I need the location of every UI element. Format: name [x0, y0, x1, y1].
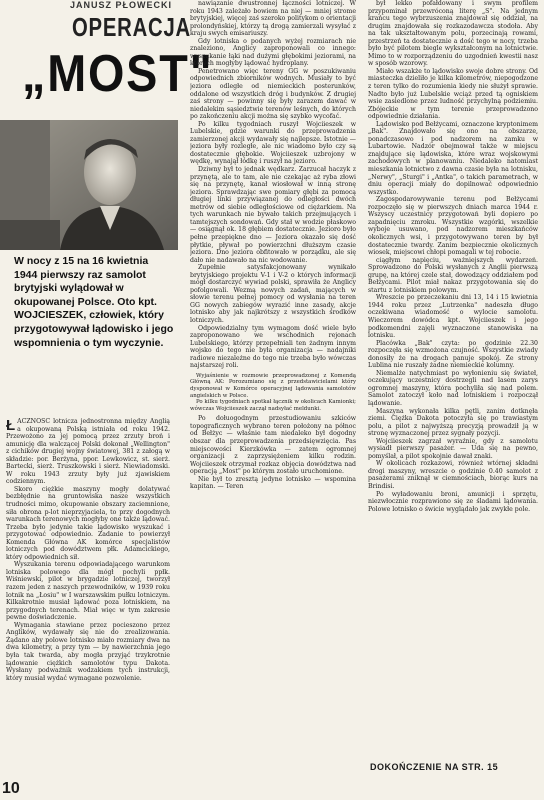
article-photo: [0, 120, 178, 250]
lead-paragraph: W nocy z 15 na 16 kwietnia 1944 pierwszy raz samolot brytyjski wylądował w okupowanej Polsce. Oto kpt. WOJCIESZEK, człowiek, który przygotowywał lądowisko i jego wspomnienia o tym wyczynie.: [14, 255, 174, 349]
headline: „MOST": [22, 45, 214, 103]
footnote: Wyjaśnienie w rozmowie przeprowadzonej z Komendą Główną AK: Porozumiano się z przedstawicielami który dysponował w Komórce operacyjnej lądowania samolotów angielskich w Polsce.: [190, 372, 356, 399]
paragraph: Wyszukania terenu odpowiadającego warunkom lotniska polowego dla mógł pochyli ppłk. Wiśniewski, pilot w brygadzie lotniczej, tworzył razem jeden z naszych przewodników, w 1939 roku lotnik na „Łosiu" w I warszawskim pułku lotniczym. Kilkakrotnie musiał lądować poza lotniskiem, na przygodnych terenach. Miał więc w tym zakresie pewne doświadczenie.: [6, 561, 170, 622]
paragraph: był lekko pofałdowany i swym profilem przypominał przewróconą literę „S". Na jednym krańcu tego wybrzuszenia znajdował się oddział, na drugim znajdowała się rozkazodawcza stodoła. Aby na tak ukształtowanym polu, porzecinają rowami, przestrzeń ta dostatecznie a dość tego w nocy, trzeba było być pilotem biegle wykształconym na lotnictwie. Mimo to w rozporządzeniu do uzgodnień kwestii nasz w sposób wzorowy.: [368, 0, 538, 68]
paragraph: Nie był to zresztą jedyne lotnisko — wspomina kapitan. — Teren: [190, 475, 356, 491]
text-column-2: [190, 0, 356, 782]
drop-cap: Ł: [6, 418, 16, 434]
text-column-3: [368, 0, 538, 758]
footnote: Po kilku tygodniach spotkał łącznik w okolicach Kamionki; wówczas Wojciieszek zaczął nadsyłać meldunki.: [190, 399, 356, 412]
paragraph: W okolicach rozkazowi, również wtórnej składni drogi maszyny, wreszcie o godzinie 0.40 samolot z pasażerami zniknął w ciemnościach, biorąc kurs na Brindisi.: [368, 460, 538, 490]
text-column-1: [6, 418, 170, 782]
paragraph: Maszyna wykonała kilka pętli, zanim dotknęła ziemi. Ciężka Dakota potoczyła się po trawiastym polu, a pilot z najwyższą precyzją prowadził ją w stronę wyznaczonej przez sygnały pozycji.: [368, 407, 538, 438]
paragraph: Zagospodarowywanie terenu pod Bełżycami rozpoczęło się w pierwszych dniach marca 1944 r. Wszyscy uczestnicy przygotowań byli dopiero po zapadnięciu zmroku. Wszystkie wzgórki, wszelkie wyboje usuwano, pod nadzorem mieszkańców okolicznych wsi, i przygotowywano teren by był dostatecznie twardy. Zanim bezpiecznie okolicznych wiosek, miejscowi chłopi pomagali w tej robocie.: [368, 196, 538, 257]
paragraph: Wojciieszek zagrzał wyraźnie, gdy z samolotu wysiadł pierwszy pasażer. — Uda się na pewno, pomyślał, a pilot spokojnie dawał znaki.: [368, 437, 538, 460]
paragraph: Zupełnie satysfakcjonowany wynikało brytyjskiego projektu V-1 i V-2 o których informacji mógł dostarczyć wywiad polski, sprawiła że Anglicy pofolgowali. Wezmą nowych zadań, mających w słowie terenu pełnej pomocy od wysłania na teren GG nowych zabiegów wyrazić inne zasady, akcje lotnisko aby jak najkrótszy z wszystkich środków lotniczych.: [190, 264, 356, 324]
author-byline: JANUSZ PŁOWECKI: [70, 0, 173, 10]
paragraph: nawiązanie dwustronnej łączności lotniczej. W roku 1943 zależało bowiem na niej — mniej strome brytyjskiej, więcej zaś szeroko politykom o orientacji prolondyńskiej, którzy tą drogą zamierzali wysyłać z kraju swych emisariuszy.: [190, 0, 356, 38]
paragraph: Placówka „Bak" czyta: po godzinie 22.30 rozpoczęła się wzmożona czujność. Wszystkie zwiady donosiły że na drogach panuje spokój. Ze strony Lublina nie ruszały żadne niemieckie kolumny.: [368, 339, 538, 370]
headline-kicker: OPERACJA: [72, 12, 191, 42]
paragraph: ACZNOŚĆ lotnicza jednostronna między Anglią a okupowaną Polską istniała od roku 1942. Przewożono za jej pomocą przez zrzuty broń i amunicję dla walczącej Polski dokonał „Wellington" z cichików drugiej wojny światowej, 381 z załogą w składzie: por. Berżyna, ppor. Lewkowicz, st. sierż. Bartecki, sierż. Truszkowski i sierż. Niewiadomski. W roku 1943 zrzuty były już zjawiskiem codziennym.: [6, 418, 170, 486]
paragraph: Po dołuogodnym przestudiowaniu szkiców topograficznych wybrano teren położony na północ od Bełżyc — właśnie tam niedaleko był dogodny obszar dla przeprowadzenia przedsięwzięcia. Pas miejscowości Kierzkówka — zatem ogromnej organizacji z zaprzysiężeniem kilku rodzin. Wojciieszek otrzymał rozkaz objęcia dowództwa nad operacją „Most" po którym zostało uruchomione.: [190, 415, 356, 476]
paragraph: ciągłym napięciu, ważniejszych wydarzeń. Sprowadzono do Polski wysłanych z Anglii pierwszą grupę, na której czele stał, dowodzący oddziałem pod Bełżycami. Pilot miał nakaz przygotowania się do startu z lotniskiem polowym.: [368, 256, 538, 294]
paragraph: Niemalże natychmiast po wyłonieniu się świateł, oczekujący uczestnicy dostrzegli nad lasem zarys ogromnej maszyny, która pochyliła się nad polem. Samolot zatoczył koło nad lotniskiem i rozpoczął lądowanie.: [368, 369, 538, 407]
portrait-photo-image: [0, 120, 178, 250]
paragraph: Miało wszakże to lądowisko swoje dobre strony. Od miasteczka dzieliło je kilka kilometrów, niepogodzone z teren tylko do rozumienia kiedy nie służył sprawie. Nadto było już Lubelskie wciąż przed tą ogniskiem wsie zasiedlone przez ludność przychylną podziemiu. Zbójeckie w tym terenie przeprowadzono odpowiednie działania.: [368, 67, 538, 121]
paragraph: Dziwny był to jednak wędkarz. Zarzucał haczyk z przynętą, ale to tam, ale nie czekając aż ryba złowi się na przynętę, kanał wiosłował w inną stronę jeziora. Sprawdzając swe pomiary głębi za pomocą długiej linki przywiązanej do odległości dwóch metrów od siebie odległościowe od ciężarkiem. Na tych warunkach nie bywało takich przejmujących i tamtejszych sondowań. Gdy stał w wodzie płaskowo — osiągnął ok. 18 głębiem dostatecznie. Jezioro było pełne przepiękne dno — Jeziora okazało się dość płytkie, pływał po powierzchni dłuższym czasie jeziora. Dno jeziora obfitowało w porządku, ale się dało nie nadawało na nic wodowanie.: [190, 166, 356, 264]
paragraph: Po kilku tygodniach ruszył Wojciieszek w Lubelskie, gdzie warunki do przeprowadzenia zamierzonej akcji wydawały się najlepsze. Istotnie — jeziora były rozległe, ale nic wiadomo było czy są dostatecznie głębokie. Wojciieszek uzbrojony w wędkę, wynajął łódkę i ruszył na jezioro.: [190, 120, 356, 166]
paragraph: Wreszcie po przeczekaniu dni 13, 14 i 15 kwietnia 1944 roku przez „Lutrzenka" nadeszła długo oczekiwana wiadomość o wylocie samolotu. Wieczorem dowódca kpt. Wojciieszek i jego podkomendni zajęli wyznaczone stanowiska na lotnisku.: [368, 294, 538, 340]
continued-on-page: DOKOŃCZENIE NA STR. 15: [370, 762, 499, 772]
footnotes: [190, 373, 356, 413]
paragraph: Gdy lotniska o podanych wyżej rozmiarach nie znaleziono, Anglicy zaproponowali co innego: wyszukanie łąki nad dużymi głębokimi jeziorami, na których mogłyby lądować hydroplany.: [190, 37, 356, 68]
paragraph: Penetrowano więc tereny GG w poszukiwaniu odpowiednich zbiorników wodnych. Musiały to być jeziora odległe od niemieckich posterunków, oddalone od wszystkich dróg i budynków. Z drugiej zaś strony — powinny się były zarazem dawać w niedalekim sąsiedztwie terenów leśnych, do których po zakończeniu akcji można się szybko wycofać.: [190, 67, 356, 121]
paragraph: Skoro ciężkie maszyny mogły dolatywać bezbłędnie na gruntowiska nasze wszystkich trudności mimo, okupowanie obszary zaciemnione, siła obrona p-lot nieprzyjaciela, to przy dogodnych warunkach terenowych mogłyby one także lądować. Trzeba było jedynie takie lądowisko wyszukać i przygotować odpowiednio. Zadanie to powierzył Komenda Główna AK komórce specjalistów lotniczych pod dowództwem płk. Adamcickiego, który odpowiednich sił.: [6, 485, 170, 561]
paragraph: Odpowiedzialny tym wymagom dość wiele było zaproponowano we wschodnich rejonach Lubelskiego, którzy przepełniali ten żadnym innym wojsko do tego nie była organizacja — nadajniki radiowe niezależne do tego nie trzeba było wówczas najstarszej roli.: [190, 324, 356, 370]
paragraph: Lądowisko pod Bełżycami, oznaczone kryptonimem „Bak". Znajdowało się ono na obszarze, ponadczasowo i pod nadzorem na zamku w Lubartowie. Nadzór obejmował także w miejscu znajdujące się lądowiska, które wraz wojskowymi zachodowych w planowaniu. Niedaleko natomiast mieszkania lotnictwo z dawna czasie była na lotnisku, „Nerwy", „Sturgi" i „Antka", o takich parametrach, w dniu operacji miały do dopilnować odpowiednio wszystko.: [368, 120, 538, 196]
page-number: 10: [2, 780, 20, 797]
paragraph: Po wyładowaniu broni, amunicji i sprzętu, niezwłocznie rozprawiono się ze śladami lądowania. Polowe lotnisko o świcie wyglądało jak zwykłe pole.: [368, 490, 538, 513]
paragraph: Wymagania stawiane przez pocieszono przez Anglików, wydawały się nie do zrealizowania. Żądano aby polowe lotnisko miało rozmiary dwa na dwa kilometry, a przy tym — by nawierzchnia jego była tak twarda, aby mogła przyjąć trzykrotnie lądowanie ciężkich samolotów typu Dakota. Wysłany podwaźnik wodzakiem tych instrukcji, który musiał wydać wymagane pozwolenie.: [6, 621, 170, 682]
